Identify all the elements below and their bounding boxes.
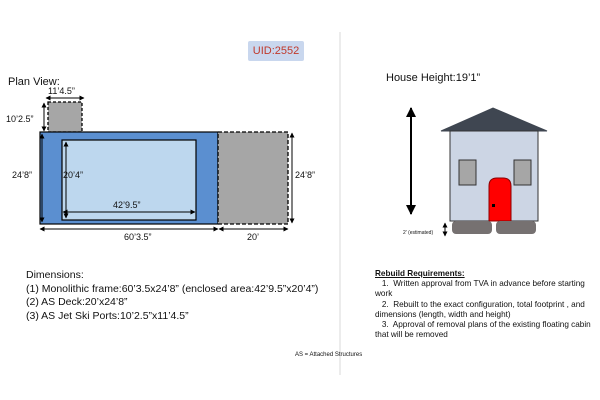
float-right [496,221,536,234]
enclosed-depth-label: 20’4” [63,170,84,180]
plan-view-diagram [40,98,292,229]
footnote: AS = Attached Structures [295,352,363,358]
float-height-label: 2’ (estimated) [403,230,434,236]
house-roof [441,108,547,131]
deck-width-label: 20’ [247,232,260,242]
jet-ski-port [48,102,82,132]
dimension-item-2: (2) AS Deck:20’x24’8” [26,296,128,308]
house-window-right [514,160,531,185]
enclosed-width-label: 42’9.5” [113,200,141,210]
dimensions-block [26,269,318,323]
rebuild-title: Rebuild Requirements: [375,269,465,278]
jet-ski-depth-label: 10’2.5” [6,114,34,124]
float-left [452,221,492,234]
house-height-title: House Height:19’1” [386,72,481,84]
jet-ski-width-label: 11’4.5” [48,86,75,96]
frame-width-label: 60’3.5” [124,232,152,242]
dimensions-title: Dimensions: [26,269,84,281]
dimension-item-3: (3) AS Jet Ski Ports:10’2.5”x11’4.5” [26,309,189,322]
plan-view-title: Plan View: [8,76,60,88]
rebuild-item-1: 1. Written approval from TVA in advance before starting work [375,279,588,299]
door-knob [492,204,495,207]
house-window-left [459,160,476,185]
house-diagram [411,108,547,236]
rebuild-requirements [375,269,595,340]
house-door [489,178,511,221]
deck-depth-label: 24’8” [295,170,316,180]
deck [218,132,288,224]
dimension-item-1: (1) Monolithic frame:60’3.5x24’8” (enclosed area:42’9.5”x20’4”) [26,282,319,295]
rebuild-item-3: 3. Approval of removal plans of the existing floating cabin that will be removed [375,320,594,340]
rebuild-item-2: 2. Rebuilt to the exact configuration, total footprint , and dimensions (length, width and height) [375,299,588,319]
frame-depth-left-label: 24’8” [12,170,33,180]
uid-badge: UID:2552 [248,41,304,61]
